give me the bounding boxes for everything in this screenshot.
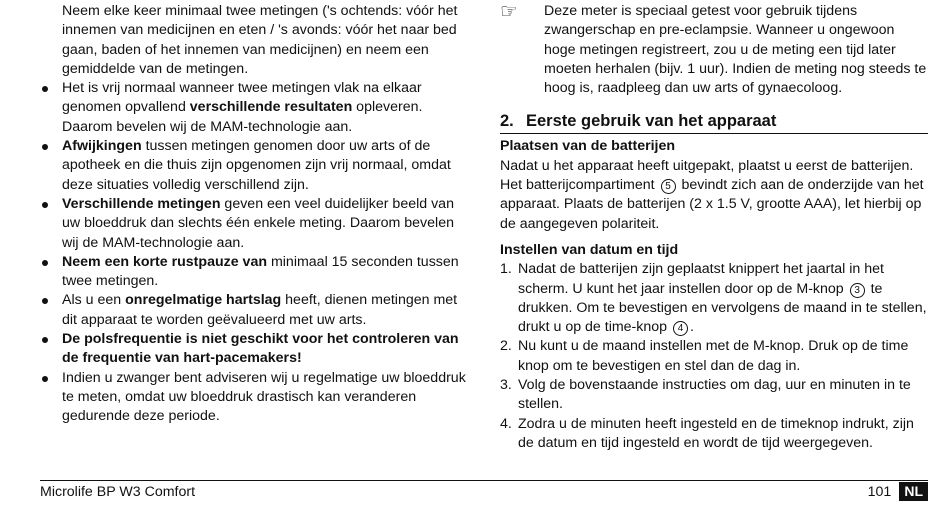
list-item: 1. Nadat de batterijen zijn geplaatst knippert het jaartal in het scherm. U kunt het jaar instellen door op de M-knop 3 te drukken. Om te bevestigen en vervolgens de maand in te stellen, drukt u op de time-knop 4 .	[500, 261, 927, 336]
list-item: 3. Volg de bovenstaande instructies om dag, uur en minuten in te stellen.	[500, 377, 911, 413]
right-column	[500, 2, 928, 453]
bullet-icon	[42, 337, 48, 343]
bullet-icon	[42, 260, 48, 266]
datetime-steps	[500, 260, 928, 453]
bullet-icon	[42, 86, 48, 92]
bullet-icon	[42, 202, 48, 208]
batteries-heading: Plaatsen van de batterijen	[500, 138, 676, 155]
page-footer-right	[868, 482, 928, 501]
datetime-heading: Instellen van datum en tijd	[500, 241, 679, 258]
list-item: Verschillende metingen geven een veel duidelijker beeld van uw bloeddruk dan slechts één enkele meting. Daarom bevelen wij de MAM-technologie aan.	[40, 195, 472, 253]
continued-paragraph: Neem elke keer minimaal twee metingen ('s ochtends: vóór het innemen van medicijnen en eten / 's avonds: vóór het naar bed gaan, baden of het innemen van medicijnen) en neem een gemiddelde van de metingen.	[62, 3, 458, 77]
list-item: 2. Nu kunt u de maand instellen met de M-knop. Druk op de time knop om te bevestigen en stel dan de dag in.	[500, 338, 909, 374]
bullet-icon	[42, 298, 48, 304]
page-number: 101	[867, 483, 892, 500]
list-item: 4. Zodra u de minuten heeft ingesteld en de timeknop indrukt, zijn de datum en tijd ingesteld en wordt de tijd weergegeven.	[500, 415, 914, 451]
footer-divider	[40, 480, 928, 481]
reference-number-icon: 5	[661, 179, 676, 194]
list-item: Afwijkingen tussen metingen genomen door uw arts of de apotheek en die thuis zijn opgenomen zijn vrij normaal, omdat deze situaties volledig verschillend zijn.	[40, 137, 472, 195]
tips-list	[40, 79, 472, 426]
section-heading: 2. Eerste gebruik van het apparaat	[500, 110, 928, 134]
pregnancy-note: ☞ Deze meter is speciaal getest voor gebruik tijdens zwangerschap en pre-eclampsie. Wanneer u ongewoon hoge metingen registreert, zou u de meting een tijd later moeten herhalen (bijv. 1 uur). Indien de meting nog steeds te hoog is, raadpleeg dan uw arts of gynaecoloog.	[500, 1, 927, 97]
bullet-icon	[42, 376, 48, 382]
bullet-icon	[42, 144, 48, 150]
left-column	[40, 2, 472, 427]
list-item: Neem een korte rustpauze van minimaal 15 seconden tussen twee metingen.	[40, 253, 472, 292]
list-item: Het is vrij normaal wanneer twee metingen vlak na elkaar genomen opvallend verschillende resultaten opleveren. Daarom bevelen wij de MAM-technologie aan.	[40, 79, 472, 137]
reference-number-icon: 3	[850, 283, 865, 298]
language-badge: NL	[899, 482, 928, 501]
list-item: Als u een onregelmatige hartslag heeft, dienen metingen met dit apparaat te worden geëvalueerd met uw arts.	[40, 291, 472, 330]
list-item: Indien u zwanger bent adviseren wij u regelmatige uw bloeddruk te meten, omdat uw bloeddruk drastisch kan veranderen gedurende deze periode.	[40, 369, 472, 427]
batteries-paragraph: Nadat u het apparaat heeft uitgepakt, plaatst u eerst de batterijen. Het batterijcompartiment 5 bevindt zich aan de onderzijde van het apparaat. Plaats de batterijen (2 x 1.5 V, grootte AAA), let hierbij op de aangegeven polariteit.	[500, 157, 924, 232]
list-item: De polsfrequentie is niet geschikt voor het controleren van de frequentie van hart-pacemakers!	[40, 330, 472, 369]
product-name: Microlife BP W3 Comfort	[40, 484, 196, 500]
pointing-hand-icon: ☞	[500, 1, 518, 23]
reference-number-icon: 4	[673, 321, 688, 336]
